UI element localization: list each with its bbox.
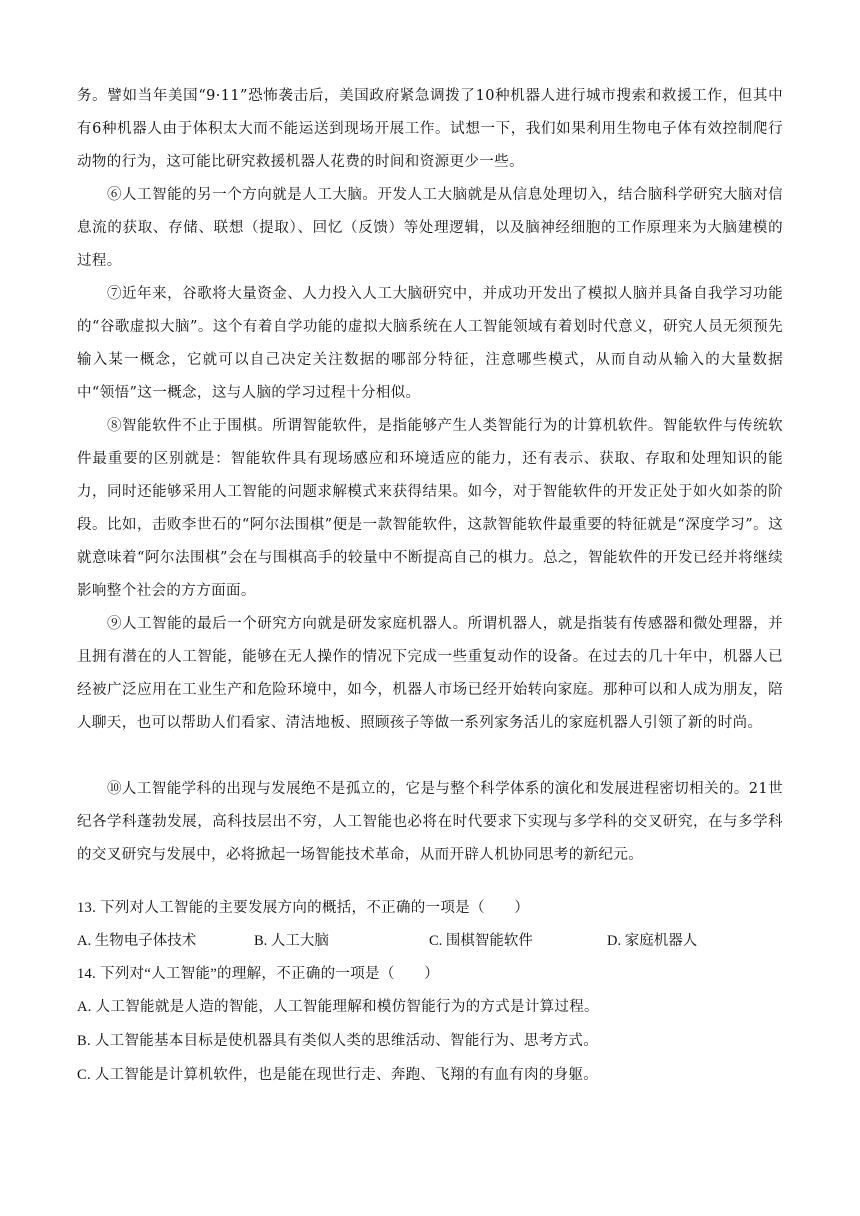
paragraph-10: ⑩人工智能学科的出现与发展绝不是孤立的，它是与整个科学体系的演化和发展进程密切相关的。21世纪各学科蓬勃发展，高科技层出不穷，人工智能也必将在时代要求下实现与多学科的交叉研究，在与多学科的交叉研究与发展中，必将掀起一场智能技术革命，从而开辟人机协同思考的新纪元。: [77, 781, 783, 863]
question-13-stem: 13. 下列对人工智能的主要发展方向的概括，不正确的一项是（ ）: [77, 900, 530, 916]
paragraph-5-continued: 务。譬如当年美国“9·11”恐怖袭击后，美国政府紧急调拨了10种机器人进行城市搜索和救援工作，但其中有6种机器人由于体积太大而不能运送到现场开展工作。试想一下，我们如果利用生物电子体有效控制爬行动物的行为，这可能比研究救援机器人花费的时间和资源更少一些。: [77, 88, 783, 170]
paragraph-9: ⑨人工智能的最后一个研究方向就是研发家庭机器人。所谓机器人，就是指装有传感器和微处理器，并且拥有潜在的人工智能，能够在无人操作的情况下完成一些重复动作的设备。在过去的几十年中，机器人已经被广泛应用在工业生产和危险环境中，如今，机器人市场已经开始转向家庭。那种可以和人成为朋友，陪人聊天，也可以帮助人们看家、清洁地板、照顾孩子等做一系列家务活儿的家庭机器人引领了新的时尚。: [77, 616, 783, 731]
question-13-options: [77, 930, 783, 952]
option-a[interactable]: A. 生物电子体技术: [77, 933, 197, 949]
option-b[interactable]: B. 人工智能基本目标是使机器具有类似人类的思维活动、智能行为、思考方式。: [77, 1033, 599, 1049]
option-c[interactable]: C. 人工智能是计算机软件，也是能在现世行走、奔跑、飞翔的有血有肉的身躯。: [77, 1067, 599, 1083]
paragraph-7: ⑦近年来，谷歌将大量资金、人力投入人工大脑研究中，并成功开发出了模拟人脑并具备自我学习功能的“谷歌虚拟大脑”。这个有着自学功能的虚拟大脑系统在人工智能领域有着划时代意义，研究人员无须预先输入某一概念，它就可以自己决定关注数据的哪部分特征，注意哪些模式，从而自动从输入的大量数据中“领悟”这一概念，这与人脑的学习过程十分相似。: [77, 286, 783, 401]
paragraph-8: ⑧智能软件不止于围棋。所谓智能软件，是指能够产生人类智能行为的计算机软件。智能软件与传统软件最重要的区别就是：智能软件具有现场感应和环境适应的能力，还有表示、获取、存取和处理知识的能力，同时还能够采用人工智能的问题求解模式来获得结果。如今，对于智能软件的开发正处于如火如荼的阶段。比如，击败李世石的“阿尔法围棋”便是一款智能软件，这款智能软件最重要的特征就是“深度学习”。这就意味着“阿尔法围棋”会在与围棋高手的较量中不断提高自己的棋力。总之，智能软件的开发已经并将继续影响整个社会的方方面面。: [77, 418, 783, 599]
option-d[interactable]: D. 家庭机器人: [607, 933, 698, 949]
option-b[interactable]: B. 人工大脑: [254, 933, 329, 949]
option-a[interactable]: A. 人工智能就是人造的智能，人工智能理解和模仿智能行为的方式是计算过程。: [77, 999, 599, 1015]
question-14-stem: 14. 下列对“人工智能”的理解，不正确的一项是（ ）: [77, 966, 440, 982]
paragraph-6: ⑥人工智能的另一个方向就是人工大脑。开发人工大脑就是从信息处理切入，结合脑科学研究大脑对信息流的获取、存储、联想（提取）、回忆（反馈）等处理逻辑，以及脑神经细胞的工作原理来为大脑建模的过程。: [77, 187, 783, 269]
option-c[interactable]: C. 围棋智能软件: [429, 933, 533, 949]
